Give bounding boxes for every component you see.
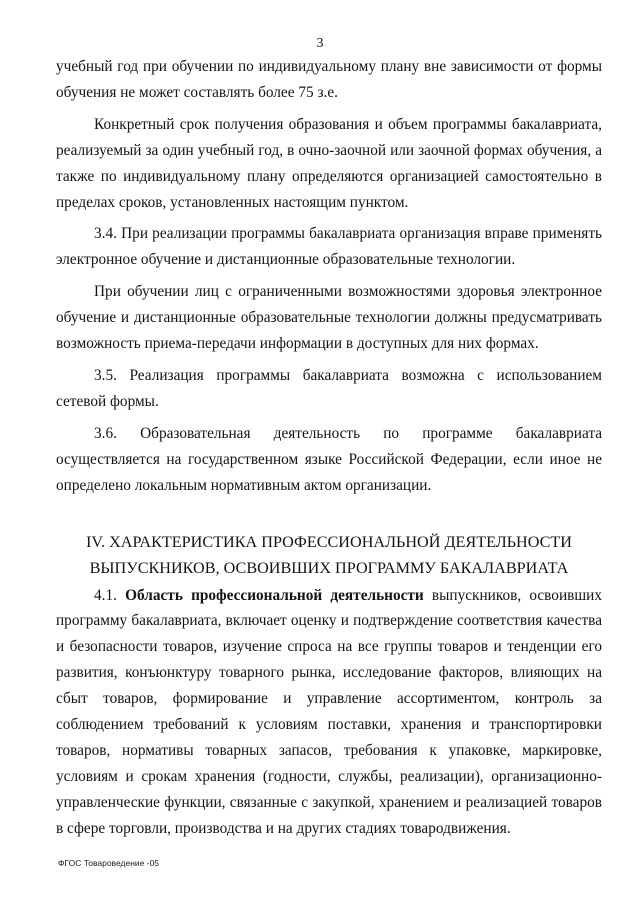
section-heading-line: ВЫПУСКНИКОВ, ОСВОИВШИХ ПРОГРАММУ БАКАЛАВРИАТА — [89, 558, 569, 577]
clause-number: 4.1. — [94, 586, 126, 604]
document-body — [56, 54, 602, 848]
paragraph: Конкретный срок получения образования и объем программы бакалавриата, реализуемый за один учебный год, в очно-заочной или заочной формах обучения, а также по индивидуальному плану определяются организацией самостоятельно в пределах сроков, установленных настоящим пунктом. — [56, 115, 602, 211]
clause-text: выпускников, освоивших программу бакалавриата, включает оценку и подтверждение соответствия качества и безопасности товаров, изучение спроса на все группы товаров и тенденции его развития, конъюнктуру товарного рынка, исследование факторов, влияющих на сбыт товаров, формирование и управление ассортиментом, контроль за соблюдением требований к условиям поставки, хранения и транспортировки товаров, нормативы товарных запасов, требования к упаковке, маркировке, условиям и срокам хранения (годности, службы, реализации), организационно-управленческие функции, связанные с закупкой, хранением и реализацией товаров в сфере торговли, производства и на других стадиях товародвижения. — [56, 586, 602, 837]
paragraph: учебный год при обучении по индивидуальному плану вне зависимости от формы обучения не может составлять более 75 з.е. — [56, 58, 602, 101]
footer-label: ФГОС Товароведение -05 — [58, 858, 160, 868]
paragraph: При обучении лиц с ограниченными возможностями здоровья электронное обучение и дистанционные образовательные технологии должны предусматривать возможность приема-передачи информации в доступных для них формах. — [56, 283, 602, 353]
paragraph: 3.5. Реализация программы бакалавриата возможна с использованием сетевой формы. — [56, 366, 602, 410]
paragraph: 3.6. Образовательная деятельность по программе бакалавриата осуществляется на государственном языке Российской Федерации, если иное не определено локальным нормативным актом организации. — [56, 424, 602, 494]
paragraph: 3.4. При реализации программы бакалавриата организация вправе применять электронное обучение и дистанционные образовательные технологии. — [56, 225, 602, 269]
section-heading-line: IV. ХАРАКТЕРИСТИКА ПРОФЕССИОНАЛЬНОЙ ДЕЯТЕЛЬНОСТИ — [86, 532, 572, 551]
bold-term: Область профессиональной деятельности — [125, 586, 424, 604]
section-heading — [56, 529, 602, 581]
page-number: 3 — [316, 36, 324, 51]
section-paragraph — [56, 583, 602, 842]
